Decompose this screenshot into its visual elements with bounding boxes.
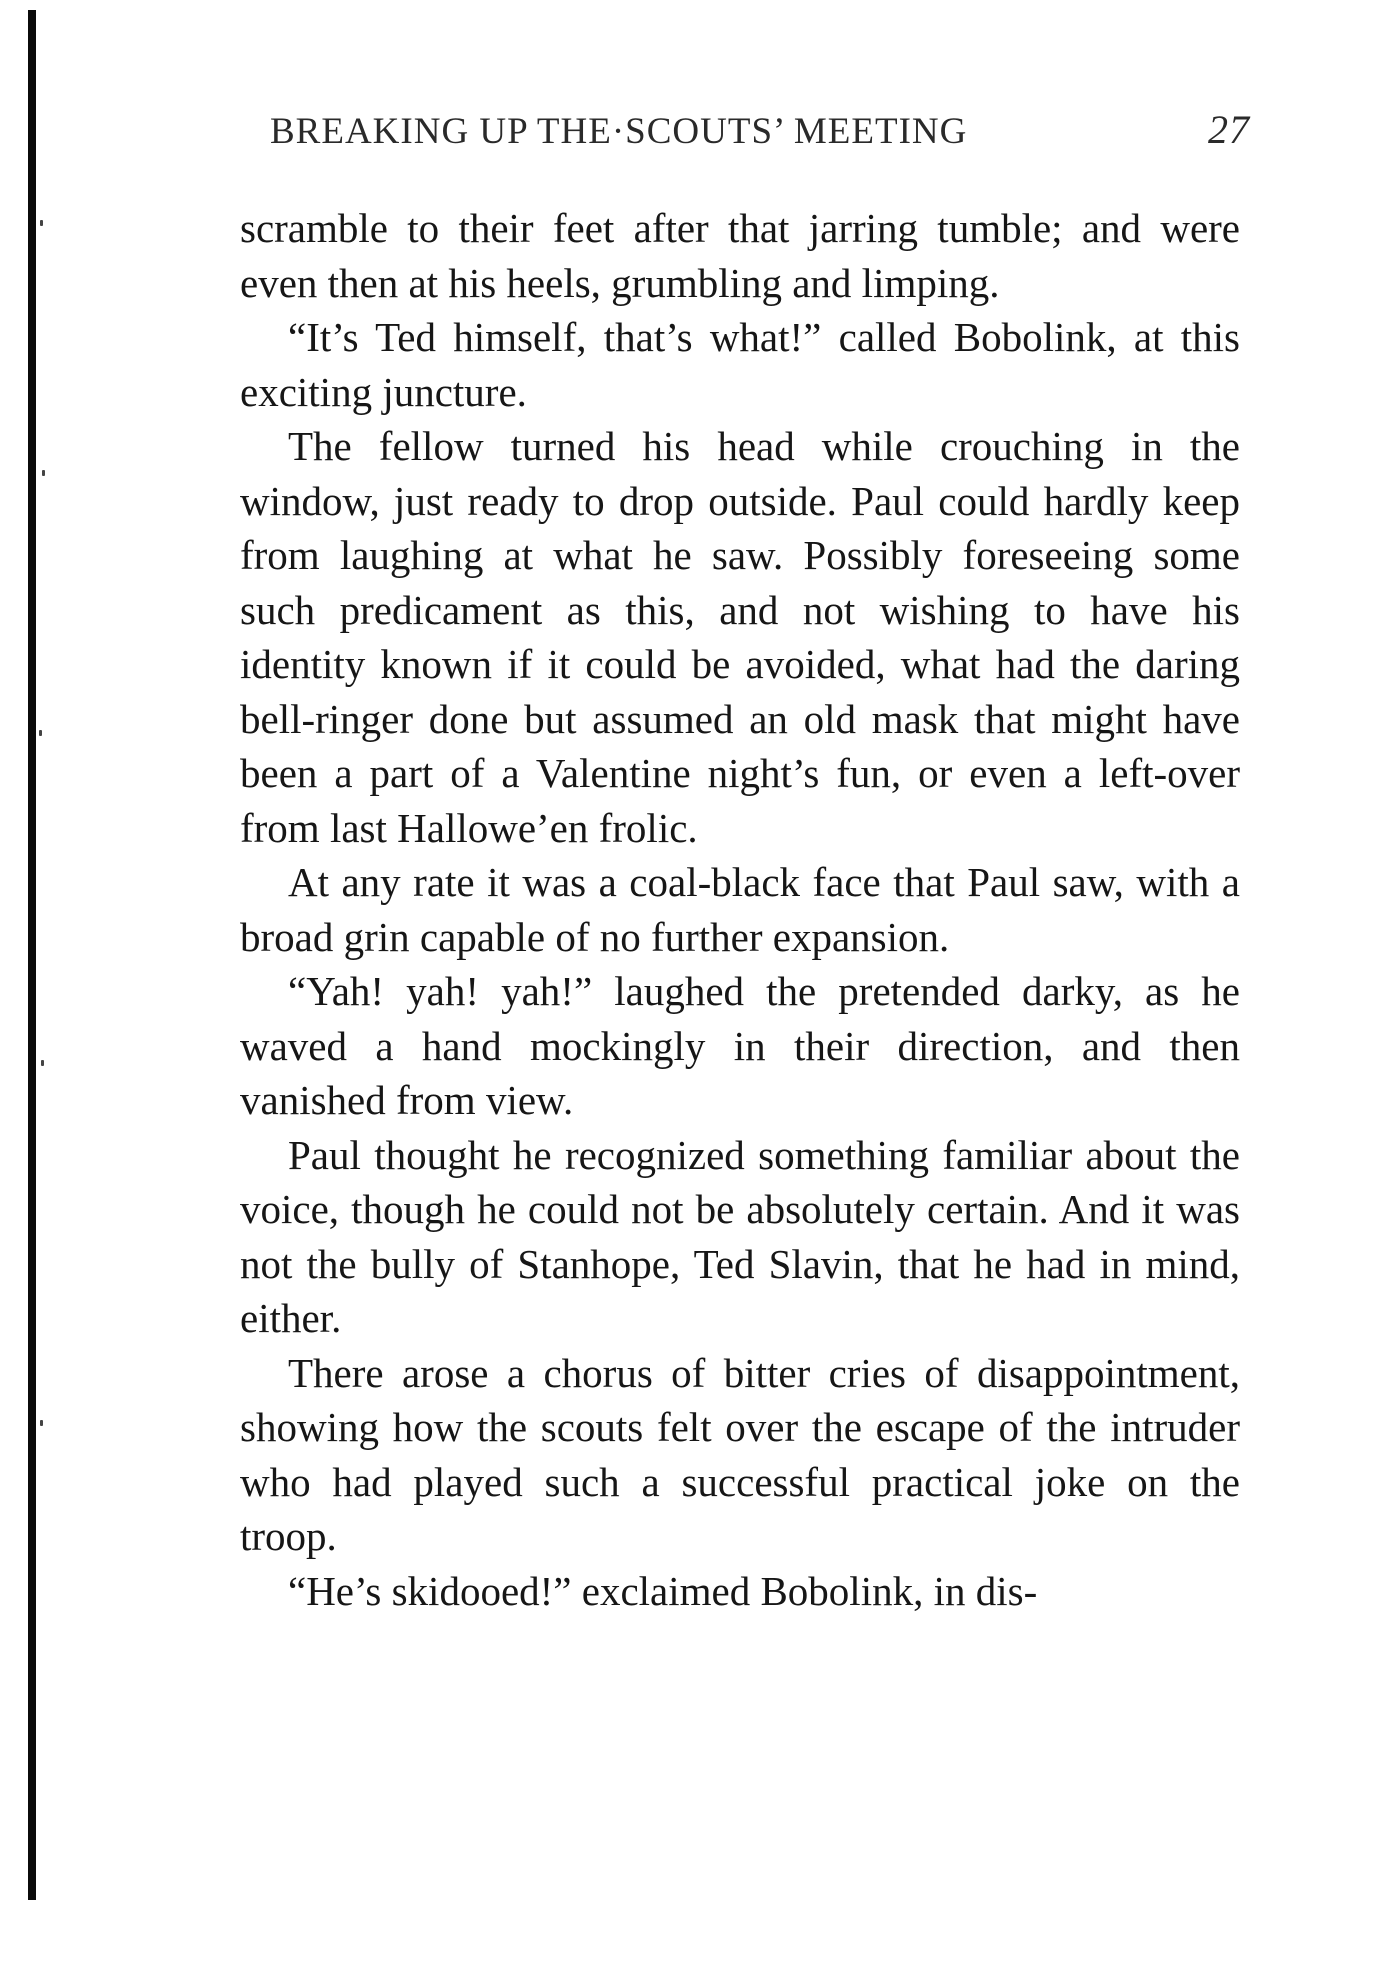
book-spine-shadow (28, 10, 36, 1900)
paragraph-5: “Yah! yah! yah!” laughed the pretended darky, as he waved a hand mockingly in their direction, and then vanished from view. (240, 968, 1240, 1123)
scan-specks (38, 0, 78, 1962)
scan-speck (42, 470, 45, 476)
scan-speck (40, 1420, 43, 1426)
paragraph-2: “It’s Ted himself, that’s what!” called Bobolink, at this exciting juncture. (240, 314, 1240, 415)
paragraph-1: scramble to their feet after that jarring tumble; and were even then at his heels, grumbling and limping. (240, 205, 1240, 306)
paragraph-4: At any rate it was a coal-black face that Paul saw, with a broad grin capable of no further expansion. (240, 859, 1240, 960)
running-header (270, 106, 1250, 166)
paragraph-8: “He’s skidooed!” exclaimed Bobolink, in dis- (288, 1567, 1038, 1614)
paragraph-7: There arose a chorus of bitter cries of disappointment, showing how the scouts felt over the escape of the intruder who had played such a successful practical joke on the troop. (240, 1349, 1240, 1559)
scan-speck (39, 730, 42, 736)
scan-speck (41, 1060, 44, 1066)
paragraph-3: The fellow turned his head while crouching in the window, just ready to drop outside. Paul could hardly keep from laughing at what he saw. Possibly foreseeing some such predicament as this, and not wishing to have his identity known if it could be avoided, what had the daring bell-ringer done but assumed an old mask that might have been a part of a Valentine night’s fun, or even a left-over from last Hallowe’en frolic. (240, 423, 1240, 851)
paragraph-6: Paul thought he recognized something familiar about the voice, though he could not be absolutely certain. And it was not the bully of Stanhope, Ted Slavin, that he had in mind, either. (240, 1131, 1240, 1341)
scan-speck (40, 220, 43, 226)
running-title: BREAKING UP THE·SCOUTS’ MEETING (270, 111, 968, 152)
page-number: 27 (1208, 107, 1250, 152)
page-body (240, 201, 1240, 1618)
